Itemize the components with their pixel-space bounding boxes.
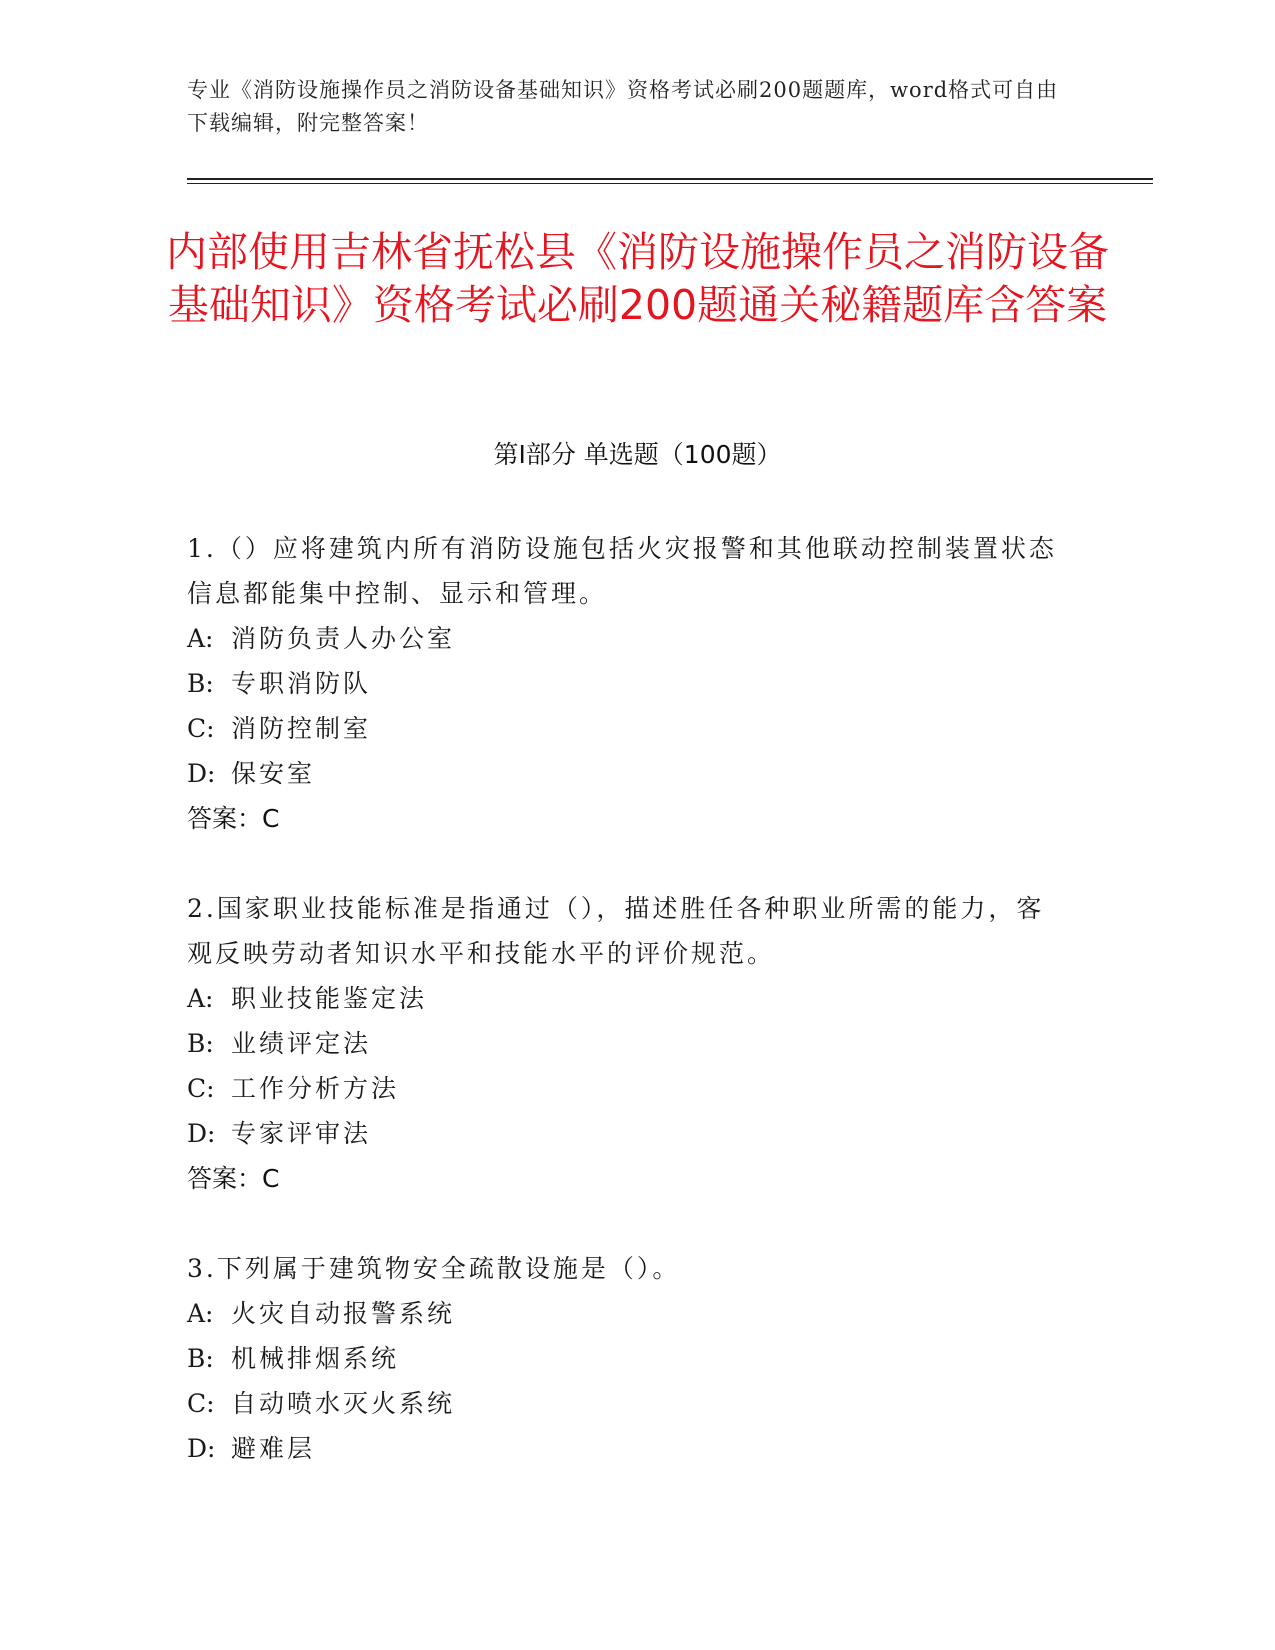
option-b xyxy=(187,1021,1067,1066)
option-text: 消防控制室 xyxy=(231,714,372,743)
question-list xyxy=(187,526,1067,1516)
section-heading: 第I部分 单选题（100题） xyxy=(493,440,782,469)
header-note: 专业《消防设施操作员之消防设备基础知识》资格考试必刷200题题库，word格式可自由下载编辑，附完整答案！ xyxy=(187,78,1059,135)
option-text: 火灾自动报警系统 xyxy=(231,1299,456,1328)
header-divider-thin xyxy=(187,183,1153,184)
answer-line: 答案：C xyxy=(187,804,280,833)
option-letter: D: xyxy=(187,1434,216,1463)
option-c xyxy=(187,706,1067,751)
option-text: 职业技能鉴定法 xyxy=(231,984,428,1013)
option-text: 保安室 xyxy=(231,759,316,788)
option-b xyxy=(187,661,1067,706)
option-a xyxy=(187,1291,1067,1336)
question-2 xyxy=(187,886,1067,1201)
option-letter: A: xyxy=(187,984,214,1013)
option-a xyxy=(187,976,1067,1021)
option-a xyxy=(187,616,1067,661)
option-d xyxy=(187,1426,1067,1471)
option-letter: A: xyxy=(187,624,214,653)
option-text: 工作分析方法 xyxy=(231,1074,400,1103)
option-letter: A: xyxy=(187,1299,214,1328)
option-letter: C: xyxy=(187,1074,215,1103)
option-letter: C: xyxy=(187,714,215,743)
question-stem: 2.国家职业技能标准是指通过（），描述胜任各种职业所需的能力，客观反映劳动者知识水平和技能水平的评价规范。 xyxy=(187,894,1045,968)
option-text: 避难层 xyxy=(231,1434,316,1463)
option-letter: D: xyxy=(187,759,216,788)
option-text: 业绩评定法 xyxy=(231,1029,372,1058)
option-c xyxy=(187,1381,1067,1426)
option-d xyxy=(187,751,1067,796)
option-letter: B: xyxy=(187,1344,214,1373)
option-c xyxy=(187,1066,1067,1111)
option-letter: B: xyxy=(187,1029,214,1058)
option-text: 专家评审法 xyxy=(231,1119,372,1148)
header-divider-thick xyxy=(187,178,1153,180)
question-1 xyxy=(187,526,1067,841)
answer-line: 答案：C xyxy=(187,1164,280,1193)
option-letter: B: xyxy=(187,669,214,698)
question-stem: 1.（）应将建筑内所有消防设施包括火灾报警和其他联动控制装置状态信息都能集中控制、显示和管理。 xyxy=(187,534,1057,608)
option-text: 消防负责人办公室 xyxy=(231,624,456,653)
option-letter: C: xyxy=(187,1389,215,1418)
option-letter: D: xyxy=(187,1119,216,1148)
option-text: 专职消防队 xyxy=(231,669,372,698)
document-title: 内部使用吉林省抚松县《消防设施操作员之消防设备基础知识》资格考试必刷200题通关秘籍题库含答案 xyxy=(166,228,1109,329)
option-d xyxy=(187,1111,1067,1156)
question-3 xyxy=(187,1246,1067,1471)
question-stem: 3.下列属于建筑物安全疏散设施是（）。 xyxy=(187,1254,681,1283)
option-text: 自动喷水灭火系统 xyxy=(231,1389,456,1418)
option-text: 机械排烟系统 xyxy=(231,1344,400,1373)
option-b xyxy=(187,1336,1067,1381)
